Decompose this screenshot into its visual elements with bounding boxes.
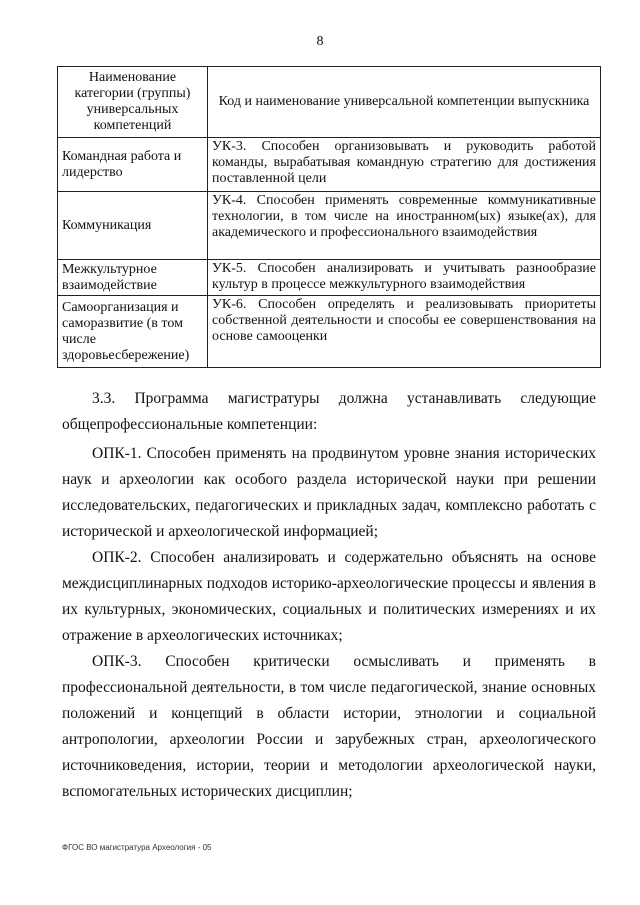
paragraph-opk-2 [62, 545, 596, 649]
page-number: 8 [316, 34, 324, 49]
table-row [58, 260, 601, 296]
table-header-row [58, 67, 601, 138]
row-category: Коммуникация [58, 192, 208, 260]
paragraph-3-3 [62, 386, 596, 438]
table-row [58, 138, 601, 192]
footer-doc-id: ФГОС ВО магистратура Археология - 05 [62, 843, 212, 852]
row-competence: УК-3. Способен организовывать и руководить работой команды, вырабатывая командную стратегию для достижения поставленной цели [208, 138, 601, 192]
row-competence: УК-6. Способен определять и реализовывать приоритеты собственной деятельности и способы ее совершенствования на основе самооценки [208, 296, 601, 368]
paragraph-opk-1-text: ОПК-1. Способен применять на продвинутом уровне знания исторических наук и археологии как особого раздела исторической науки при решении исследовательских, педагогических и прикладных задач, комплексно работать с исторической и археологической информацией; [62, 445, 596, 540]
header-category: Наименование категории (группы) универсальных компетенций [58, 67, 208, 138]
table-row [58, 296, 601, 368]
paragraph-3-3-text: 3.3. Программа магистратуры должна устанавливать следующие общепрофессиональные компетенции: [62, 390, 596, 433]
header-competence: Код и наименование универсальной компетенции выпускника [208, 67, 601, 138]
paragraph-opk-1 [62, 441, 596, 545]
table-row [58, 192, 601, 260]
paragraph-opk-3 [62, 649, 596, 805]
row-category: Самоорганизация и саморазвитие (в том числе здоровьесбережение) [58, 296, 208, 368]
row-category: Командная работа и лидерство [58, 138, 208, 192]
row-competence: УК-5. Способен анализировать и учитывать разнообразие культур в процессе межкультурного взаимодействия [208, 260, 601, 296]
paragraph-opk-2-text: ОПК-2. Способен анализировать и содержательно объяснять на основе междисциплинарных подходов историко-археологические процессы и явления в их культурных, экономических, социальных и политических измерениях и их отражение в археологических источниках; [62, 549, 596, 644]
row-category: Межкультурное взаимодействие [58, 260, 208, 296]
row-competence: УК-4. Способен применять современные коммуникативные технологии, в том числе на иностранном(ых) языке(ах), для академического и профессионального взаимодействия [208, 192, 601, 260]
paragraph-opk-3-text: ОПК-3. Способен критически осмысливать и применять в профессиональной деятельности, в том числе педагогической, знание основных положений и концепций в области истории, этнологии и социальной антропологии, археологии России и зарубежных стран, археологического источниковедения, истории, теории и методологии археологической науки, вспомогательных исторических дисциплин; [62, 653, 596, 800]
competence-table [57, 66, 601, 368]
